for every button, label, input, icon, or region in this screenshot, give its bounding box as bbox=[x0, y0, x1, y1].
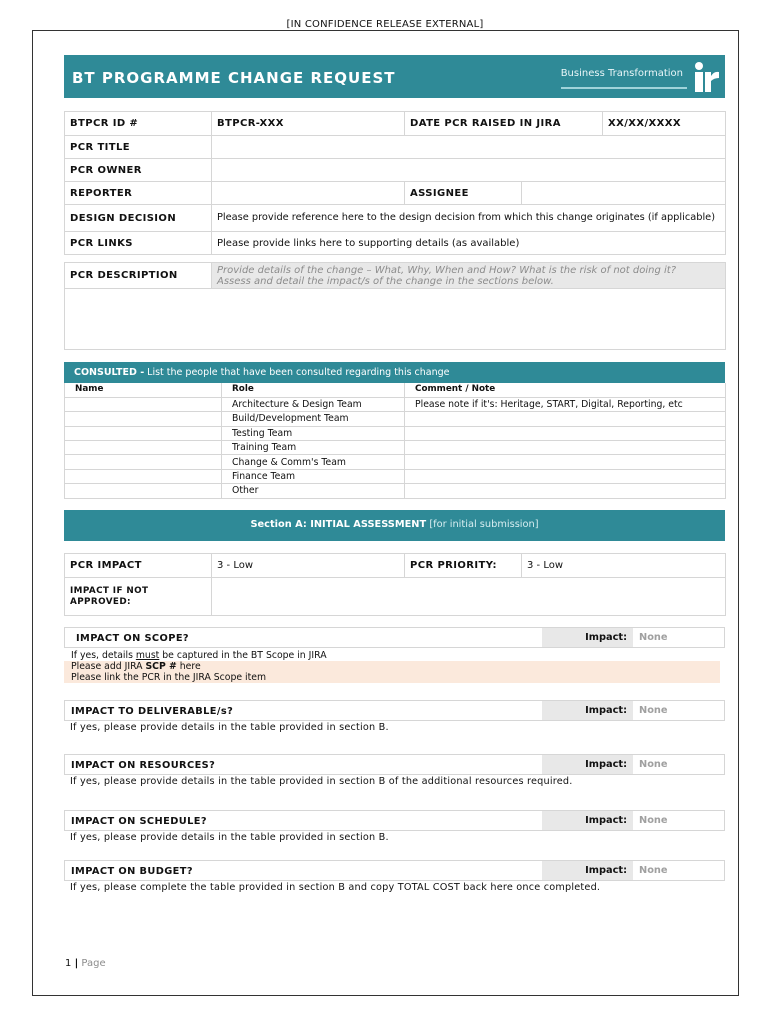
impact-resources-note: If yes, please provide details in the table provided in section B of the additional resources required. bbox=[70, 776, 573, 787]
brand-name: Business Transformation bbox=[560, 68, 683, 79]
pcr-description-hint bbox=[212, 263, 726, 289]
impact-budget-question: IMPACT ON BUDGET? bbox=[71, 866, 193, 877]
scope-note-pre: If yes, details bbox=[71, 650, 136, 661]
date-raised-value[interactable]: XX/XX/XXXX bbox=[603, 112, 726, 136]
consulted-heading-text: List the people that have been consulted regarding this change bbox=[144, 367, 450, 378]
design-decision-field[interactable]: Please provide reference here to the design decision from which this change originates (if applicable) bbox=[212, 205, 726, 232]
impact-budget-impact-label: Impact: bbox=[542, 861, 633, 880]
table-row bbox=[65, 397, 726, 411]
consulted-role-cell: Other bbox=[222, 484, 405, 498]
section-a-title: Section A: INITIAL ASSESSMENT bbox=[250, 519, 427, 530]
table-row bbox=[65, 469, 726, 483]
impact-resources-question: IMPACT ON RESOURCES? bbox=[71, 760, 216, 771]
section-a-heading bbox=[64, 510, 725, 541]
classification-label: [IN CONFIDENCE RELEASE EXTERNAL] bbox=[286, 19, 484, 30]
impact-priority-table bbox=[64, 553, 726, 616]
scope-note-must: must bbox=[135, 650, 160, 661]
impact-scope-select[interactable]: None bbox=[639, 632, 668, 643]
pcr-description-field[interactable] bbox=[65, 289, 726, 350]
reporter-label: REPORTER bbox=[65, 182, 212, 205]
consulted-note-cell[interactable] bbox=[405, 455, 726, 469]
consulted-note-cell[interactable] bbox=[405, 412, 726, 426]
impact-resources-select[interactable]: None bbox=[639, 759, 668, 770]
impact-scope-notes bbox=[64, 650, 720, 683]
scope-note-2-post: here bbox=[176, 661, 201, 672]
btpcr-id-label: BTPCR ID # bbox=[65, 112, 212, 136]
impact-deliverables-row bbox=[64, 700, 725, 721]
brand-underline bbox=[561, 87, 687, 89]
consulted-role-cell: Finance Team bbox=[222, 469, 405, 483]
consulted-note-cell[interactable] bbox=[405, 484, 726, 498]
impact-deliverables-impact-label: Impact: bbox=[542, 701, 633, 720]
col-header-comment: Comment / Note bbox=[405, 383, 726, 397]
consulted-note-cell[interactable] bbox=[405, 426, 726, 440]
description-hint-line-2: Assess and detail the impact/s of the change in the sections below. bbox=[217, 275, 554, 287]
btpcr-id-value[interactable]: BTPCR-XXX bbox=[212, 112, 405, 136]
date-raised-label: DATE PCR RAISED IN JIRA bbox=[405, 112, 603, 136]
impact-not-approved-label-line-1: IMPACT IF NOT bbox=[70, 585, 149, 596]
pcr-impact-select[interactable]: 3 - Low bbox=[212, 554, 405, 578]
consulted-heading-bold: CONSULTED - bbox=[74, 367, 145, 378]
pcr-title-field[interactable] bbox=[212, 136, 726, 159]
assignee-field[interactable] bbox=[522, 182, 726, 205]
scope-note-line-3[interactable]: Please link the PCR in the JIRA Scope item bbox=[64, 672, 720, 683]
consulted-table bbox=[64, 383, 726, 499]
impact-deliverables-note: If yes, please provide details in the table provided in section B. bbox=[70, 722, 389, 733]
impact-deliverables-question: IMPACT TO DELIVERABLE/s? bbox=[71, 706, 234, 717]
table-row bbox=[65, 455, 726, 469]
pcr-links-label: PCR LINKS bbox=[65, 232, 212, 255]
consulted-note-cell[interactable]: Please note if it's: Heritage, START, Digital, Reporting, etc bbox=[405, 397, 726, 411]
consulted-role-cell: Architecture & Design Team bbox=[222, 397, 405, 411]
assignee-label: ASSIGNEE bbox=[405, 182, 522, 205]
impact-resources-impact-label: Impact: bbox=[542, 755, 633, 774]
pcr-details-table bbox=[64, 111, 726, 255]
scope-note-2-bold: SCP # bbox=[145, 661, 177, 672]
table-row bbox=[65, 484, 726, 498]
consulted-name-cell[interactable] bbox=[65, 397, 222, 411]
scope-note-post: be captured in the BT Scope in JIRA bbox=[159, 650, 327, 661]
impact-budget-row bbox=[64, 860, 725, 881]
header-banner bbox=[64, 55, 725, 98]
page-footer bbox=[65, 958, 106, 969]
pcr-title-label: PCR TITLE bbox=[65, 136, 212, 159]
impact-not-approved-label-line-2: APPROVED: bbox=[70, 596, 131, 607]
design-decision-label: DESIGN DECISION bbox=[65, 205, 212, 232]
scope-note-2-pre: Please add JIRA bbox=[71, 661, 146, 672]
impact-scope-question: IMPACT ON SCOPE? bbox=[76, 633, 190, 644]
impact-scope-row bbox=[64, 627, 725, 648]
page-number: 1 bbox=[65, 958, 72, 969]
pcr-impact-label: PCR IMPACT bbox=[65, 554, 212, 578]
scope-note-line-1 bbox=[64, 650, 720, 661]
consulted-role-cell: Change & Comm's Team bbox=[222, 455, 405, 469]
col-header-role: Role bbox=[222, 383, 405, 397]
consulted-name-cell[interactable] bbox=[65, 441, 222, 455]
footer-separator: | bbox=[74, 958, 79, 969]
impact-resources-row bbox=[64, 754, 725, 775]
impact-schedule-impact-label: Impact: bbox=[542, 811, 633, 830]
consulted-role-cell: Training Team bbox=[222, 441, 405, 455]
impact-schedule-select[interactable]: None bbox=[639, 815, 668, 826]
impact-deliverables-select[interactable]: None bbox=[639, 705, 668, 716]
consulted-name-cell[interactable] bbox=[65, 469, 222, 483]
section-a-subtitle: [for initial submission] bbox=[429, 519, 539, 530]
consulted-role-cell: Build/Development Team bbox=[222, 412, 405, 426]
consulted-name-cell[interactable] bbox=[65, 455, 222, 469]
form-title: BT PROGRAMME CHANGE REQUEST bbox=[72, 69, 396, 87]
pcr-owner-label: PCR OWNER bbox=[65, 159, 212, 182]
pcr-description-table bbox=[64, 262, 726, 350]
scope-note-line-2[interactable] bbox=[64, 661, 720, 672]
impact-schedule-row bbox=[64, 810, 725, 831]
pcr-description-label: PCR DESCRIPTION bbox=[65, 263, 212, 289]
table-row bbox=[65, 412, 726, 426]
impact-not-approved-field[interactable] bbox=[212, 578, 726, 616]
impact-schedule-question: IMPACT ON SCHEDULE? bbox=[71, 816, 207, 827]
consulted-heading bbox=[64, 362, 725, 383]
pcr-priority-label: PCR PRIORITY: bbox=[405, 554, 522, 578]
consulted-note-cell[interactable] bbox=[405, 469, 726, 483]
impact-budget-note: If yes, please complete the table provided in section B and copy TOTAL COST back here once completed. bbox=[70, 882, 601, 893]
consulted-name-cell[interactable] bbox=[65, 412, 222, 426]
impact-budget-select[interactable]: None bbox=[639, 865, 668, 876]
page-word: Page bbox=[81, 958, 106, 969]
reporter-field[interactable] bbox=[212, 182, 405, 205]
description-hint-line-1: Provide details of the change – What, Why, When and How? What is the risk of not doing it? bbox=[217, 264, 677, 276]
col-header-name: Name bbox=[65, 383, 222, 397]
consulted-role-cell: Testing Team bbox=[222, 426, 405, 440]
consulted-note-cell[interactable] bbox=[405, 441, 726, 455]
impact-not-approved-label bbox=[65, 578, 212, 616]
ir-logo-icon bbox=[691, 61, 719, 93]
pcr-owner-field[interactable] bbox=[212, 159, 726, 182]
consulted-name-cell[interactable] bbox=[65, 426, 222, 440]
pcr-links-field[interactable]: Please provide links here to supporting details (as available) bbox=[212, 232, 726, 255]
consulted-name-cell[interactable] bbox=[65, 484, 222, 498]
table-row bbox=[65, 426, 726, 440]
table-row bbox=[65, 441, 726, 455]
impact-scope-impact-label: Impact: bbox=[542, 628, 633, 647]
impact-schedule-note: If yes, please provide details in the table provided in section B. bbox=[70, 832, 389, 843]
pcr-priority-select[interactable]: 3 - Low bbox=[522, 554, 726, 578]
